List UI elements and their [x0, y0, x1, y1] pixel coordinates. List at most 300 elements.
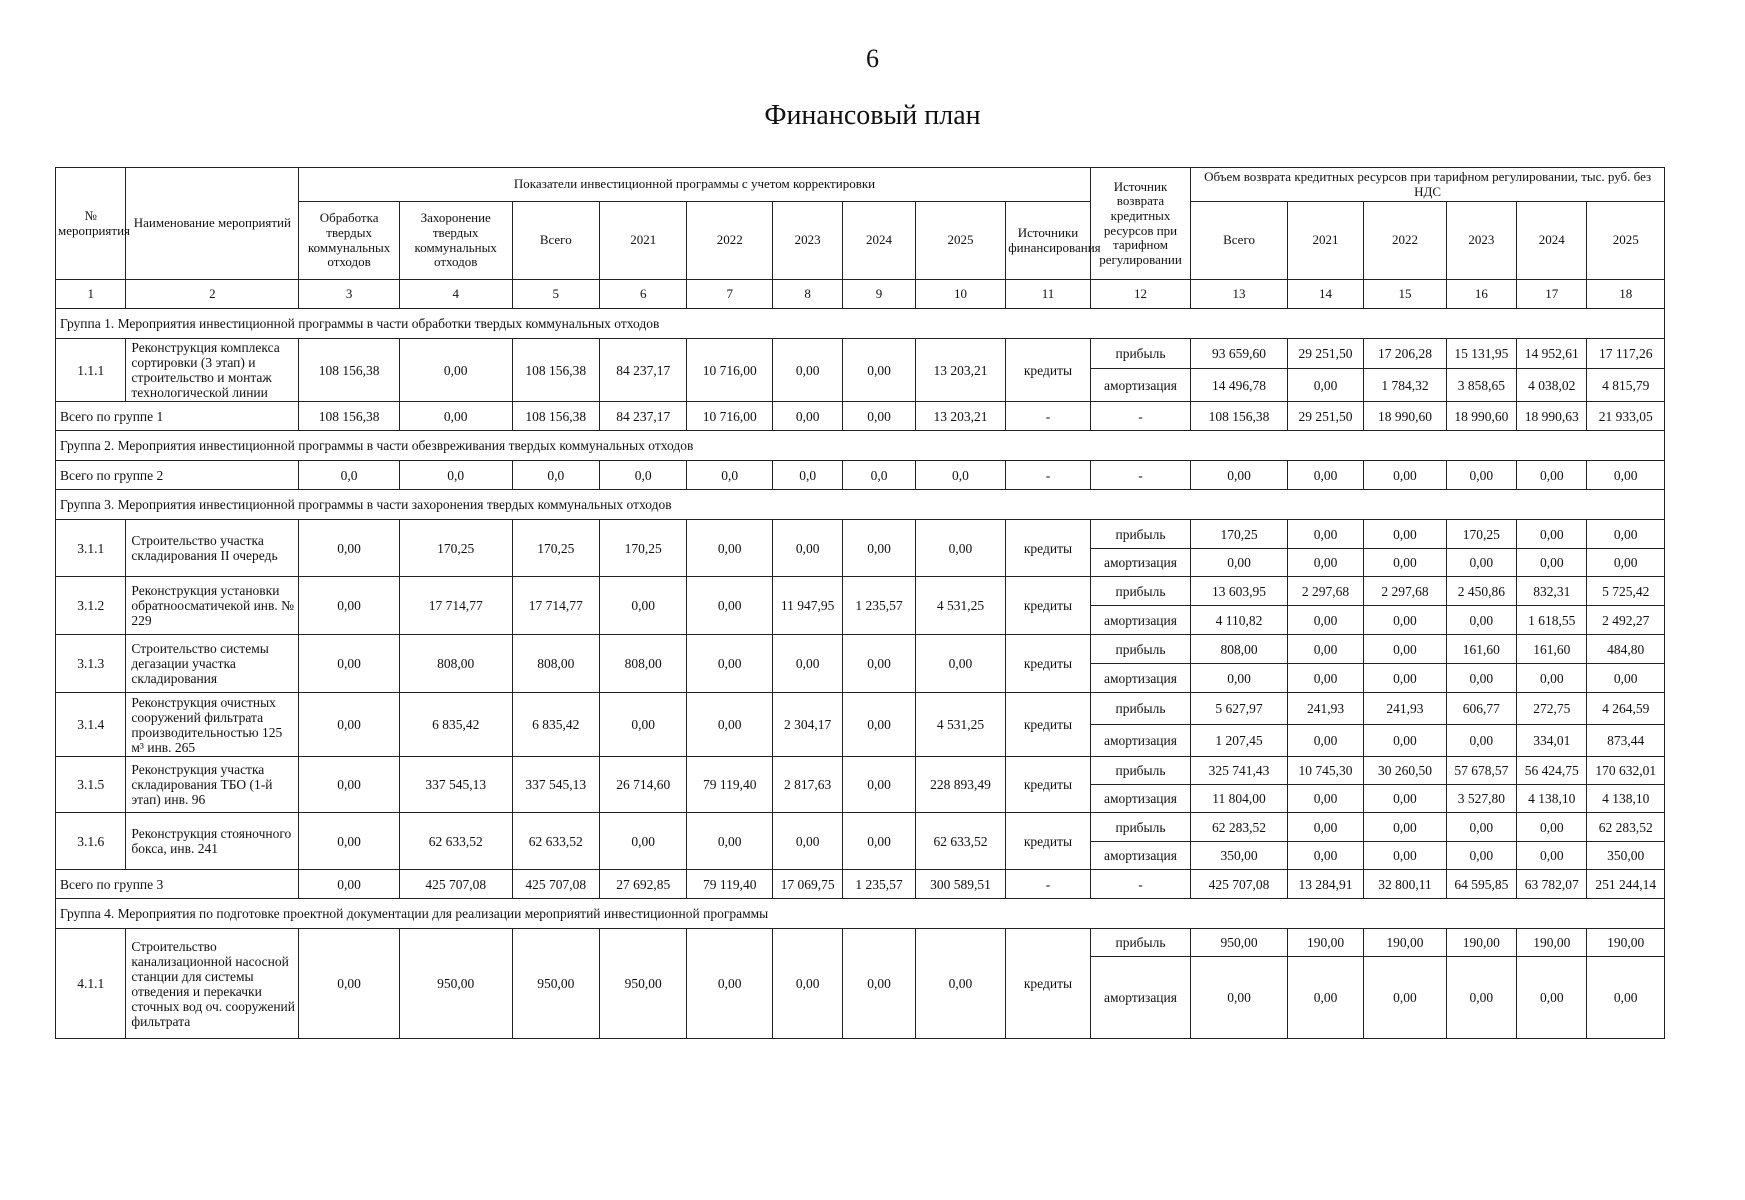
item-row — [56, 929, 1665, 957]
return-value: 0,00 — [1517, 549, 1587, 577]
header-total: Всего — [512, 202, 599, 280]
item-value: 0,00 — [843, 757, 915, 813]
return-source-amortization: амортизация — [1090, 606, 1191, 635]
group-title-row — [56, 431, 1665, 461]
item-value: 0,00 — [299, 693, 400, 757]
return-value: 1 618,55 — [1517, 606, 1587, 635]
item-funding-source: кредиты — [1006, 339, 1090, 402]
item-funding-source: кредиты — [1006, 635, 1090, 693]
return-value: 272,75 — [1517, 693, 1587, 725]
item-number: 3.1.4 — [56, 693, 126, 757]
item-name: Строительство участка складирования II очередь — [126, 520, 299, 577]
item-number: 3.1.6 — [56, 813, 126, 870]
return-value: 170,25 — [1191, 520, 1288, 549]
column-number: 6 — [600, 280, 687, 309]
item-funding-source: кредиты — [1006, 577, 1090, 635]
item-name: Реконструкция очистных сооружений фильтрата производительностью 125 м³ инв. 265 — [126, 693, 299, 757]
item-value: 1 235,57 — [843, 577, 915, 635]
header-return-2025: 2025 — [1587, 202, 1665, 280]
return-value: 873,44 — [1587, 725, 1665, 757]
item-value: 62 633,52 — [512, 813, 599, 870]
group-total-label: Всего по группе 2 — [56, 461, 299, 490]
document-title: Финансовый план — [764, 100, 981, 131]
item-row — [56, 635, 1665, 664]
item-value: 170,25 — [600, 520, 687, 577]
item-value: 79 119,40 — [687, 757, 772, 813]
header-year-2024: 2024 — [843, 202, 915, 280]
return-value: 170,25 — [1446, 520, 1516, 549]
return-value: 11 804,00 — [1191, 785, 1288, 813]
group-total-row — [56, 870, 1665, 899]
return-value: 325 741,43 — [1191, 757, 1288, 785]
return-source-amortization: амортизация — [1090, 725, 1191, 757]
item-name: Реконструкция участка складирования ТБО (1-й этап) инв. 96 — [126, 757, 299, 813]
item-value: 0,00 — [915, 635, 1006, 693]
return-value: 832,31 — [1517, 577, 1587, 606]
item-value: 11 947,95 — [772, 577, 842, 635]
return-value: 0,00 — [1446, 549, 1516, 577]
item-row — [56, 339, 1665, 369]
return-value: 62 283,52 — [1587, 813, 1665, 842]
return-value: 0,00 — [1517, 520, 1587, 549]
return-value: 57 678,57 — [1446, 757, 1516, 785]
financial-plan-table — [55, 167, 1665, 1039]
column-number: 1 — [56, 280, 126, 309]
item-value: 0,00 — [843, 635, 915, 693]
group-total-label: Всего по группе 1 — [56, 402, 299, 431]
item-value: 4 531,25 — [915, 693, 1006, 757]
return-value: 62 283,52 — [1191, 813, 1288, 842]
header-return-source: Источник возврата кредитных ресурсов при тарифном регулировании — [1090, 168, 1191, 280]
item-number: 4.1.1 — [56, 929, 126, 1039]
header-year-2025: 2025 — [915, 202, 1006, 280]
return-value: 350,00 — [1587, 842, 1665, 870]
return-value: 1 784,32 — [1364, 369, 1446, 402]
header-return-total: Всего — [1191, 202, 1288, 280]
item-row — [56, 693, 1665, 725]
return-value: 0,00 — [1287, 785, 1363, 813]
return-value: 0,00 — [1287, 606, 1363, 635]
column-number: 16 — [1446, 280, 1516, 309]
item-value: 337 545,13 — [512, 757, 599, 813]
column-number: 18 — [1587, 280, 1665, 309]
item-row — [56, 757, 1665, 785]
return-value: 0,00 — [1287, 369, 1363, 402]
group-total-value: 84 237,17 — [600, 402, 687, 431]
return-value: 190,00 — [1446, 929, 1516, 957]
return-value: 0,00 — [1287, 549, 1363, 577]
group-total-value: 10 716,00 — [687, 402, 772, 431]
return-value: 0,00 — [1517, 842, 1587, 870]
return-value: 4 110,82 — [1191, 606, 1288, 635]
return-value: 0,00 — [1287, 635, 1363, 664]
return-source-amortization: амортизация — [1090, 842, 1191, 870]
header-funding-sources: Источники финансирования — [1006, 202, 1090, 280]
return-value: 0,00 — [1364, 664, 1446, 693]
return-value: 4 264,59 — [1587, 693, 1665, 725]
item-value: 808,00 — [399, 635, 512, 693]
group-total-value: 108 156,38 — [299, 402, 400, 431]
header-return-2022: 2022 — [1364, 202, 1446, 280]
item-value: 808,00 — [600, 635, 687, 693]
return-value: 0,00 — [1287, 520, 1363, 549]
item-number: 3.1.1 — [56, 520, 126, 577]
header-processing: Обработка твердых коммунальных отходов — [299, 202, 400, 280]
group-total-value: 18 990,60 — [1446, 402, 1516, 431]
item-number: 3.1.2 — [56, 577, 126, 635]
item-name: Строительство канализационной насосной станции для системы отведения и перекачки сточных вод оч. сооружений фильтрата — [126, 929, 299, 1039]
return-value: 3 858,65 — [1446, 369, 1516, 402]
group-total-value: 0,0 — [399, 461, 512, 490]
return-source-profit: прибыль — [1090, 339, 1191, 369]
item-value: 26 714,60 — [600, 757, 687, 813]
return-value: 4 138,10 — [1517, 785, 1587, 813]
item-row — [56, 520, 1665, 549]
item-value: 0,00 — [772, 339, 842, 402]
item-value: 108 156,38 — [299, 339, 400, 402]
item-value: 0,00 — [600, 577, 687, 635]
item-value: 84 237,17 — [600, 339, 687, 402]
item-value: 0,00 — [299, 813, 400, 870]
item-value: 0,00 — [687, 520, 772, 577]
item-value: 0,00 — [843, 693, 915, 757]
group-total-value: 0,0 — [687, 461, 772, 490]
group-total-value: 0,0 — [843, 461, 915, 490]
column-number: 7 — [687, 280, 772, 309]
group-total-value: 425 707,08 — [1191, 870, 1288, 899]
group-total-value: 0,00 — [1191, 461, 1288, 490]
return-value: 0,00 — [1446, 957, 1516, 1039]
return-value: 0,00 — [1287, 957, 1363, 1039]
return-value: 0,00 — [1364, 635, 1446, 664]
return-source-amortization: амортизация — [1090, 957, 1191, 1039]
return-value: 0,00 — [1191, 957, 1288, 1039]
header-return-group: Объем возврата кредитных ресурсов при тарифном регулировании, тыс. руб. без НДС — [1191, 168, 1665, 202]
return-value: 10 745,30 — [1287, 757, 1363, 785]
return-value: 0,00 — [1446, 842, 1516, 870]
return-value: 4 815,79 — [1587, 369, 1665, 402]
return-value: 0,00 — [1517, 813, 1587, 842]
return-value: 0,00 — [1587, 957, 1665, 1039]
group-total-value: - — [1006, 870, 1090, 899]
return-source-amortization: амортизация — [1090, 785, 1191, 813]
group-total-value: 18 990,60 — [1364, 402, 1446, 431]
group-total-value: 1 235,57 — [843, 870, 915, 899]
return-source-profit: прибыль — [1090, 520, 1191, 549]
return-value: 0,00 — [1287, 813, 1363, 842]
return-value: 4 138,10 — [1587, 785, 1665, 813]
item-value: 0,00 — [772, 929, 842, 1039]
group-total-value: - — [1006, 402, 1090, 431]
column-number: 17 — [1517, 280, 1587, 309]
item-value: 0,00 — [843, 929, 915, 1039]
group-total-value: 17 069,75 — [772, 870, 842, 899]
item-value: 0,00 — [299, 520, 400, 577]
item-funding-source: кредиты — [1006, 693, 1090, 757]
item-value: 950,00 — [512, 929, 599, 1039]
group-total-value: 0,0 — [772, 461, 842, 490]
item-value: 0,00 — [915, 520, 1006, 577]
item-value: 10 716,00 — [687, 339, 772, 402]
item-value: 17 714,77 — [512, 577, 599, 635]
group-total-value: 251 244,14 — [1587, 870, 1665, 899]
column-number: 10 — [915, 280, 1006, 309]
group-total-value: 0,00 — [399, 402, 512, 431]
group-total-value: 0,0 — [600, 461, 687, 490]
return-value: 190,00 — [1364, 929, 1446, 957]
group-total-row — [56, 461, 1665, 490]
group-total-value: 108 156,38 — [512, 402, 599, 431]
return-value: 170 632,01 — [1587, 757, 1665, 785]
column-number: 9 — [843, 280, 915, 309]
group-title: Группа 4. Мероприятия по подготовке проектной документации для реализации мероприятий инвестиционной программы — [56, 899, 1665, 929]
group-title: Группа 3. Мероприятия инвестиционной программы в части захоронения твердых коммунальных отходов — [56, 490, 1665, 520]
item-value: 0,00 — [399, 339, 512, 402]
return-value: 241,93 — [1287, 693, 1363, 725]
return-value: 0,00 — [1364, 842, 1446, 870]
group-total-value: 21 933,05 — [1587, 402, 1665, 431]
return-source-amortization: амортизация — [1090, 549, 1191, 577]
item-value: 950,00 — [399, 929, 512, 1039]
header-number-word: мероприятия — [58, 222, 131, 238]
return-value: 17 117,26 — [1587, 339, 1665, 369]
return-value: 0,00 — [1287, 842, 1363, 870]
return-value: 56 424,75 — [1517, 757, 1587, 785]
column-number: 2 — [126, 280, 299, 309]
return-value: 0,00 — [1587, 520, 1665, 549]
return-source-profit: прибыль — [1090, 577, 1191, 606]
item-value: 0,00 — [687, 635, 772, 693]
return-value: 0,00 — [1364, 813, 1446, 842]
item-value: 0,00 — [772, 520, 842, 577]
return-value: 190,00 — [1587, 929, 1665, 957]
return-value: 0,00 — [1446, 813, 1516, 842]
return-value: 30 260,50 — [1364, 757, 1446, 785]
return-value: 0,00 — [1517, 957, 1587, 1039]
page-number: 6 — [866, 44, 879, 73]
item-value: 228 893,49 — [915, 757, 1006, 813]
column-number: 13 — [1191, 280, 1288, 309]
item-value: 0,00 — [600, 813, 687, 870]
item-value: 0,00 — [299, 757, 400, 813]
item-value: 2 304,17 — [772, 693, 842, 757]
item-value: 337 545,13 — [399, 757, 512, 813]
return-value: 4 038,02 — [1517, 369, 1587, 402]
group-total-label: Всего по группе 3 — [56, 870, 299, 899]
return-value: 484,80 — [1587, 635, 1665, 664]
header-number — [56, 168, 131, 280]
group-title: Группа 2. Мероприятия инвестиционной программы в части обезвреживания твердых коммунальных отходов — [56, 431, 1665, 461]
column-number: 15 — [1364, 280, 1446, 309]
header-number-sign: № — [84, 207, 97, 223]
item-name: Реконструкция установки обратноосматичекой инв. № 229 — [126, 577, 299, 635]
group-total-value: - — [1090, 870, 1191, 899]
item-number: 3.1.3 — [56, 635, 126, 693]
item-value: 0,00 — [687, 813, 772, 870]
return-value: 3 527,80 — [1446, 785, 1516, 813]
item-value: 0,00 — [772, 813, 842, 870]
group-total-value: - — [1006, 461, 1090, 490]
item-value: 0,00 — [600, 693, 687, 757]
return-source-profit: прибыль — [1090, 693, 1191, 725]
item-value: 170,25 — [399, 520, 512, 577]
group-title-row — [56, 899, 1665, 929]
return-value: 5 627,97 — [1191, 693, 1288, 725]
group-total-value: 0,00 — [1587, 461, 1665, 490]
group-total-value: 79 119,40 — [687, 870, 772, 899]
column-number: 14 — [1287, 280, 1363, 309]
return-value: 17 206,28 — [1364, 339, 1446, 369]
group-total-value: 27 692,85 — [600, 870, 687, 899]
return-value: 5 725,42 — [1587, 577, 1665, 606]
column-number: 12 — [1090, 280, 1191, 309]
return-value: 2 450,86 — [1446, 577, 1516, 606]
return-value: 1 207,45 — [1191, 725, 1288, 757]
header-indicators-group: Показатели инвестиционной программы с учетом корректировки — [299, 168, 1090, 202]
return-value: 0,00 — [1364, 725, 1446, 757]
item-value: 13 203,21 — [915, 339, 1006, 402]
group-total-value: 425 707,08 — [399, 870, 512, 899]
return-value: 0,00 — [1364, 606, 1446, 635]
return-value: 0,00 — [1364, 549, 1446, 577]
return-value: 2 492,27 — [1587, 606, 1665, 635]
group-title: Группа 1. Мероприятия инвестиционной программы в части обработки твердых коммунальных отходов — [56, 309, 1665, 339]
return-value: 0,00 — [1517, 664, 1587, 693]
return-value: 950,00 — [1191, 929, 1288, 957]
header-return-2023: 2023 — [1446, 202, 1516, 280]
column-number: 4 — [399, 280, 512, 309]
column-numbers-row — [56, 280, 1665, 309]
return-value: 14 952,61 — [1517, 339, 1587, 369]
group-total-value: 32 800,11 — [1364, 870, 1446, 899]
return-source-profit: прибыль — [1090, 635, 1191, 664]
return-value: 0,00 — [1287, 725, 1363, 757]
item-funding-source: кредиты — [1006, 757, 1090, 813]
return-value: 0,00 — [1364, 520, 1446, 549]
return-value: 0,00 — [1364, 785, 1446, 813]
header-year-2021: 2021 — [600, 202, 687, 280]
group-total-value: 300 589,51 — [915, 870, 1006, 899]
group-total-value: 0,0 — [915, 461, 1006, 490]
return-value: 334,01 — [1517, 725, 1587, 757]
return-source-amortization: амортизация — [1090, 369, 1191, 402]
item-value: 17 714,77 — [399, 577, 512, 635]
return-value: 14 496,78 — [1191, 369, 1288, 402]
return-value: 190,00 — [1287, 929, 1363, 957]
group-total-value: 64 595,85 — [1446, 870, 1516, 899]
return-value: 350,00 — [1191, 842, 1288, 870]
group-total-value: 0,00 — [1517, 461, 1587, 490]
return-value: 2 297,68 — [1287, 577, 1363, 606]
item-value: 0,00 — [843, 520, 915, 577]
group-total-value: - — [1090, 461, 1191, 490]
item-value: 62 633,52 — [399, 813, 512, 870]
group-total-value: 0,00 — [1446, 461, 1516, 490]
group-total-value: 29 251,50 — [1287, 402, 1363, 431]
return-value: 29 251,50 — [1287, 339, 1363, 369]
item-value: 6 835,42 — [399, 693, 512, 757]
group-total-value: 18 990,63 — [1517, 402, 1587, 431]
item-value: 0,00 — [299, 929, 400, 1039]
return-source-profit: прибыль — [1090, 813, 1191, 842]
item-value: 2 817,63 — [772, 757, 842, 813]
return-value: 0,00 — [1587, 549, 1665, 577]
group-total-value: 0,0 — [299, 461, 400, 490]
return-value: 0,00 — [1446, 725, 1516, 757]
return-value: 606,77 — [1446, 693, 1516, 725]
return-value: 2 297,68 — [1364, 577, 1446, 606]
item-value: 4 531,25 — [915, 577, 1006, 635]
group-total-value: 13 203,21 — [915, 402, 1006, 431]
return-value: 190,00 — [1517, 929, 1587, 957]
column-number: 5 — [512, 280, 599, 309]
item-value: 0,00 — [299, 635, 400, 693]
item-value: 0,00 — [843, 813, 915, 870]
item-funding-source: кредиты — [1006, 813, 1090, 870]
item-funding-source: кредиты — [1006, 520, 1090, 577]
item-value: 0,00 — [915, 929, 1006, 1039]
return-value: 161,60 — [1446, 635, 1516, 664]
item-funding-source: кредиты — [1006, 929, 1090, 1039]
column-number: 3 — [299, 280, 400, 309]
return-value: 0,00 — [1587, 664, 1665, 693]
return-value: 808,00 — [1191, 635, 1288, 664]
item-value: 108 156,38 — [512, 339, 599, 402]
item-value: 808,00 — [512, 635, 599, 693]
item-value: 0,00 — [772, 635, 842, 693]
item-value: 62 633,52 — [915, 813, 1006, 870]
group-total-value: 0,00 — [299, 870, 400, 899]
return-value: 0,00 — [1191, 664, 1288, 693]
header-return-2021: 2021 — [1287, 202, 1363, 280]
return-value: 93 659,60 — [1191, 339, 1288, 369]
group-total-value: 63 782,07 — [1517, 870, 1587, 899]
item-value: 170,25 — [512, 520, 599, 577]
return-value: 0,00 — [1446, 606, 1516, 635]
column-number: 11 — [1006, 280, 1090, 309]
header-burial: Захоронение твердых коммунальных отходов — [399, 202, 512, 280]
group-total-row — [56, 402, 1665, 431]
item-row — [56, 813, 1665, 842]
return-value: 15 131,95 — [1446, 339, 1516, 369]
item-name: Строительство системы дегазации участка складирования — [126, 635, 299, 693]
return-value: 161,60 — [1517, 635, 1587, 664]
group-total-value: 0,00 — [1364, 461, 1446, 490]
return-value: 0,00 — [1446, 664, 1516, 693]
item-number: 3.1.5 — [56, 757, 126, 813]
return-source-amortization: амортизация — [1090, 664, 1191, 693]
group-total-value: 0,00 — [843, 402, 915, 431]
item-name: Реконструкция стояночного бокса, инв. 241 — [126, 813, 299, 870]
group-title-row — [56, 490, 1665, 520]
group-total-value: 0,0 — [512, 461, 599, 490]
item-value: 0,00 — [299, 577, 400, 635]
item-row — [56, 577, 1665, 606]
group-total-value: 0,00 — [772, 402, 842, 431]
group-title-row — [56, 309, 1665, 339]
item-number: 1.1.1 — [56, 339, 126, 402]
item-value: 950,00 — [600, 929, 687, 1039]
return-value: 0,00 — [1191, 549, 1288, 577]
column-number: 8 — [772, 280, 842, 309]
item-name: Реконструкция комплекса сортировки (3 этап) и строительство и монтаж технологической линии — [126, 339, 299, 402]
return-value: 0,00 — [1364, 957, 1446, 1039]
item-value: 0,00 — [843, 339, 915, 402]
item-value: 0,00 — [687, 929, 772, 1039]
group-total-value: 0,00 — [1287, 461, 1363, 490]
group-total-value: 108 156,38 — [1191, 402, 1288, 431]
group-total-value: 13 284,91 — [1287, 870, 1363, 899]
